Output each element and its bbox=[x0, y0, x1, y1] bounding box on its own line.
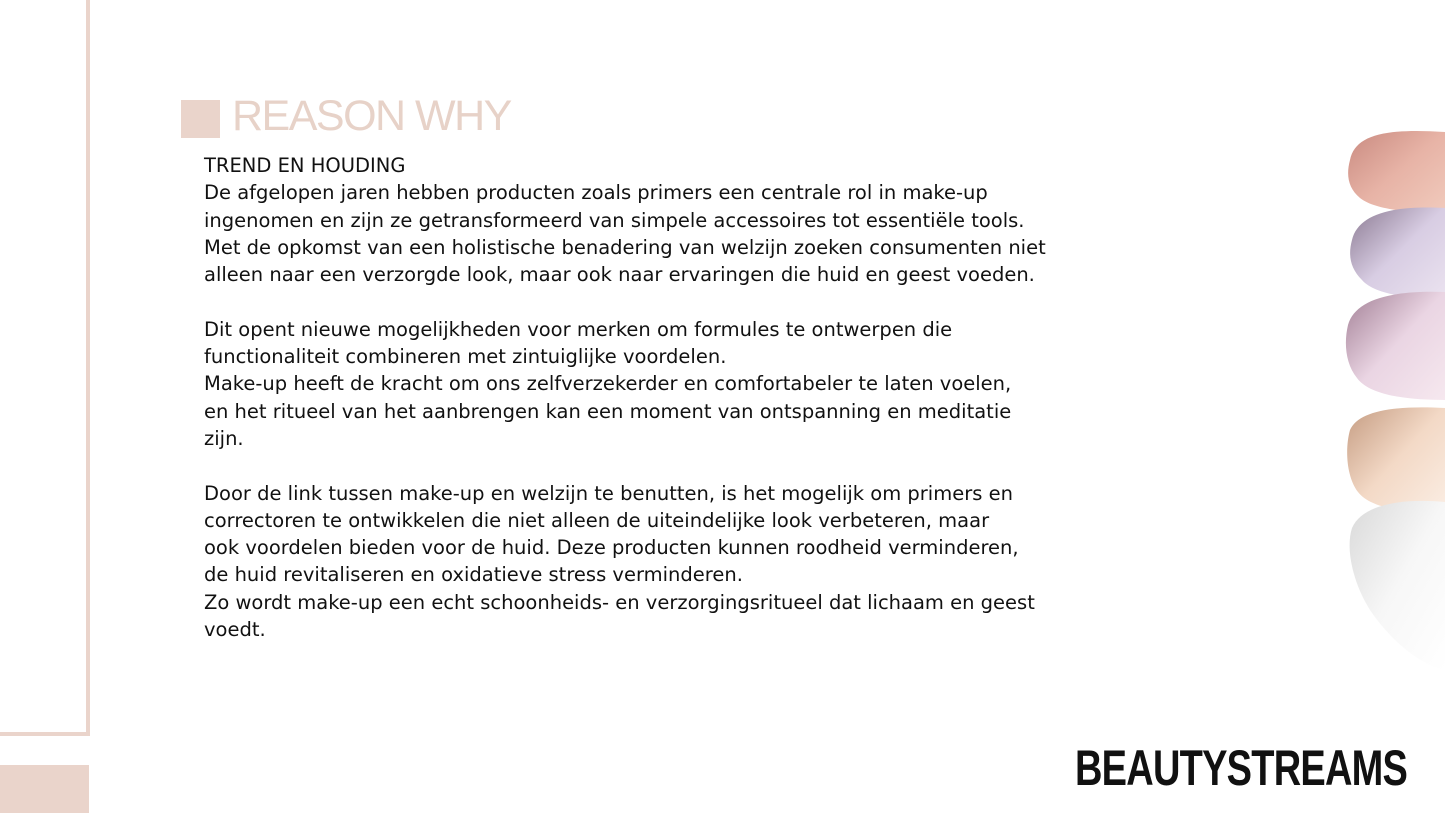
text-line: Met de opkomst van een holistische benadering van welzijn zoeken consumenten niet bbox=[204, 235, 1046, 259]
text-line: Make-up heeft de kracht om ons zelfverzekerder en comfortabeler te laten voelen, bbox=[204, 372, 1012, 396]
text-line: functionaliteit combineren met zintuiglijke voordelen. bbox=[204, 345, 727, 369]
text-line: De afgelopen jaren hebben producten zoals primers een centrale rol in make-up bbox=[204, 181, 988, 205]
text-line: zijn. bbox=[204, 426, 244, 450]
paragraph-gap bbox=[204, 452, 1104, 479]
frame-vertical-line bbox=[86, 0, 90, 736]
text-line: ook voordelen bieden voor de huid. Deze producten kunnen roodheid verminderen, bbox=[204, 536, 1019, 560]
paragraph-1 bbox=[204, 179, 1104, 288]
swatch-lavender bbox=[1350, 207, 1445, 300]
swatch-beige bbox=[1347, 407, 1445, 515]
paragraph-3 bbox=[204, 480, 1104, 644]
corner-block bbox=[0, 765, 89, 813]
text-line: en het ritueel van het aanbrengen kan een moment van ontspanning en meditatie bbox=[204, 399, 1012, 423]
brand-logo: BEAUTYSTREAMS bbox=[1075, 740, 1408, 796]
page-title: REASON WHY bbox=[232, 92, 511, 140]
text-line: Door de link tussen make-up en welzijn te benutten, is het mogelijk om primers en bbox=[204, 481, 1013, 505]
text-line: voedt. bbox=[204, 618, 266, 642]
subtitle: TREND EN HOUDING bbox=[204, 154, 406, 177]
paragraph-gap bbox=[204, 288, 1104, 315]
swatch-peach bbox=[1348, 131, 1445, 215]
text-line: alleen naar een verzorgde look, maar ook naar ervaringen die huid en geest voeden. bbox=[204, 263, 1035, 287]
cosmetic-swatches-image bbox=[1330, 120, 1445, 680]
paragraph-2 bbox=[204, 316, 1104, 452]
swatch-pink bbox=[1346, 292, 1445, 400]
text-line: ingenomen en zijn ze getransformeerd van simpele accessoires tot essentiële tools. bbox=[204, 208, 1025, 232]
text-line: de huid revitaliseren en oxidatieve stress verminderen. bbox=[204, 563, 743, 587]
text-line: correctoren te ontwikkelen die niet alleen de uiteindelijke look verbeteren, maar bbox=[204, 508, 990, 532]
body-text bbox=[204, 152, 1104, 643]
frame-horizontal-line bbox=[0, 732, 90, 736]
title-square-icon bbox=[181, 100, 220, 138]
text-line: Dit opent nieuwe mogelijkheden voor merken om formules te ontwerpen die bbox=[204, 317, 953, 341]
swatch-white bbox=[1350, 501, 1445, 670]
text-line: Zo wordt make-up een echt schoonheids- en verzorgingsritueel dat lichaam en geest bbox=[204, 590, 1035, 614]
